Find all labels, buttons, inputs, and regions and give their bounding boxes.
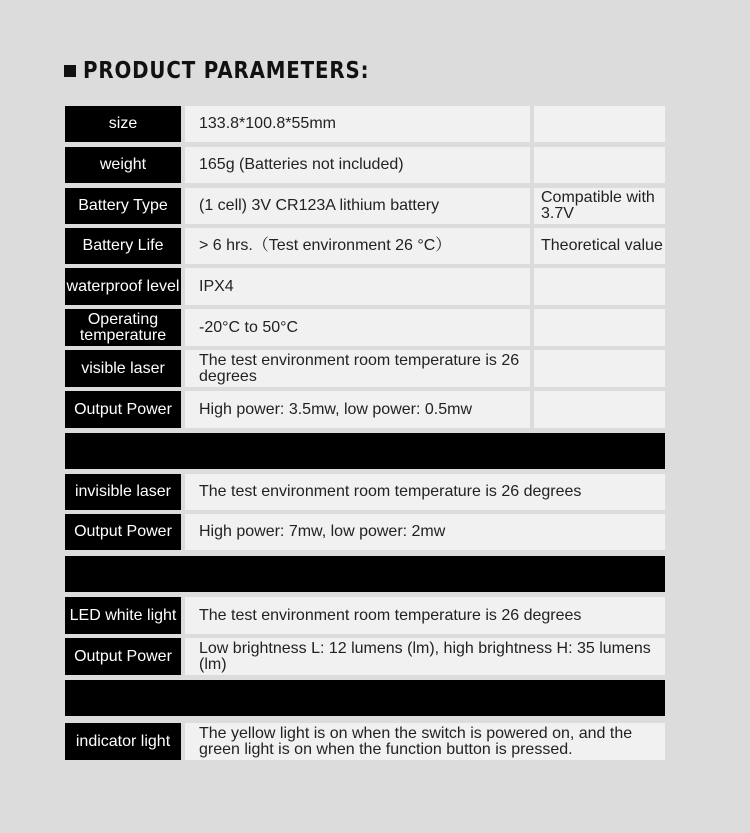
section-divider — [65, 680, 665, 716]
table-row-indicator-light — [65, 723, 665, 760]
param-value: High power: 7mw, low power: 2mw — [185, 514, 665, 550]
param-note: Compatible with 3.7V — [534, 188, 665, 224]
title-square-icon — [64, 65, 76, 77]
param-note — [534, 106, 665, 142]
param-label: Battery Type — [65, 188, 181, 224]
section-divider — [65, 556, 665, 592]
table-row-invisible-laser-output — [65, 514, 665, 550]
param-value: (1 cell) 3V CR123A lithium battery — [185, 188, 530, 224]
table-row-waterproof — [65, 268, 665, 305]
param-value: Low brightness L: 12 lumens (lm), high brightness H: 35 lumens (lm) — [185, 638, 665, 675]
param-label: Output Power — [65, 638, 181, 675]
param-value: The yellow light is on when the switch is powered on, and the green light is on when the function button is pressed. — [185, 723, 665, 760]
table-row-visible-laser-output — [65, 391, 665, 428]
page-title: PRODUCT PARAMETERS: — [83, 58, 370, 84]
param-value: High power: 3.5mw, low power: 0.5mw — [185, 391, 530, 428]
param-note — [534, 391, 665, 428]
table-row-battery-type — [65, 188, 665, 224]
param-label: Battery Life — [65, 228, 181, 264]
table-row-battery-life — [65, 228, 665, 264]
param-value: The test environment room temperature is 26 degrees — [185, 597, 665, 634]
table-row-visible-laser — [65, 350, 665, 387]
table-row-size — [65, 106, 665, 142]
param-label: Output Power — [65, 514, 181, 550]
param-note — [534, 147, 665, 183]
table-row-invisible-laser — [65, 474, 665, 510]
param-label: Operating temperature — [65, 309, 181, 346]
section-divider — [65, 433, 665, 469]
param-value: The test environment room temperature is 26 degrees — [185, 474, 665, 510]
param-value: > 6 hrs.（Test environment 26 °C） — [185, 228, 530, 264]
param-value: 165g (Batteries not included) — [185, 147, 530, 183]
table-row-weight — [65, 147, 665, 183]
param-label: Output Power — [65, 391, 181, 428]
param-value: 133.8*100.8*55mm — [185, 106, 530, 142]
param-label: weight — [65, 147, 181, 183]
section-title — [64, 58, 416, 84]
param-label: waterproof level — [65, 268, 181, 305]
table-row-led-white-light — [65, 597, 665, 634]
param-note — [534, 268, 665, 305]
param-note — [534, 350, 665, 387]
param-label: visible laser — [65, 350, 181, 387]
table-row-led-output — [65, 638, 665, 675]
param-note — [534, 309, 665, 346]
param-value: The test environment room temperature is 26 degrees — [185, 350, 530, 387]
param-label: LED white light — [65, 597, 181, 634]
param-value: IPX4 — [185, 268, 530, 305]
param-note: Theoretical value — [534, 228, 665, 264]
param-label: invisible laser — [65, 474, 181, 510]
param-value: -20°C to 50°C — [185, 309, 530, 346]
param-label: size — [65, 106, 181, 142]
table-row-operating-temperature — [65, 309, 665, 346]
param-label: indicator light — [65, 723, 181, 760]
